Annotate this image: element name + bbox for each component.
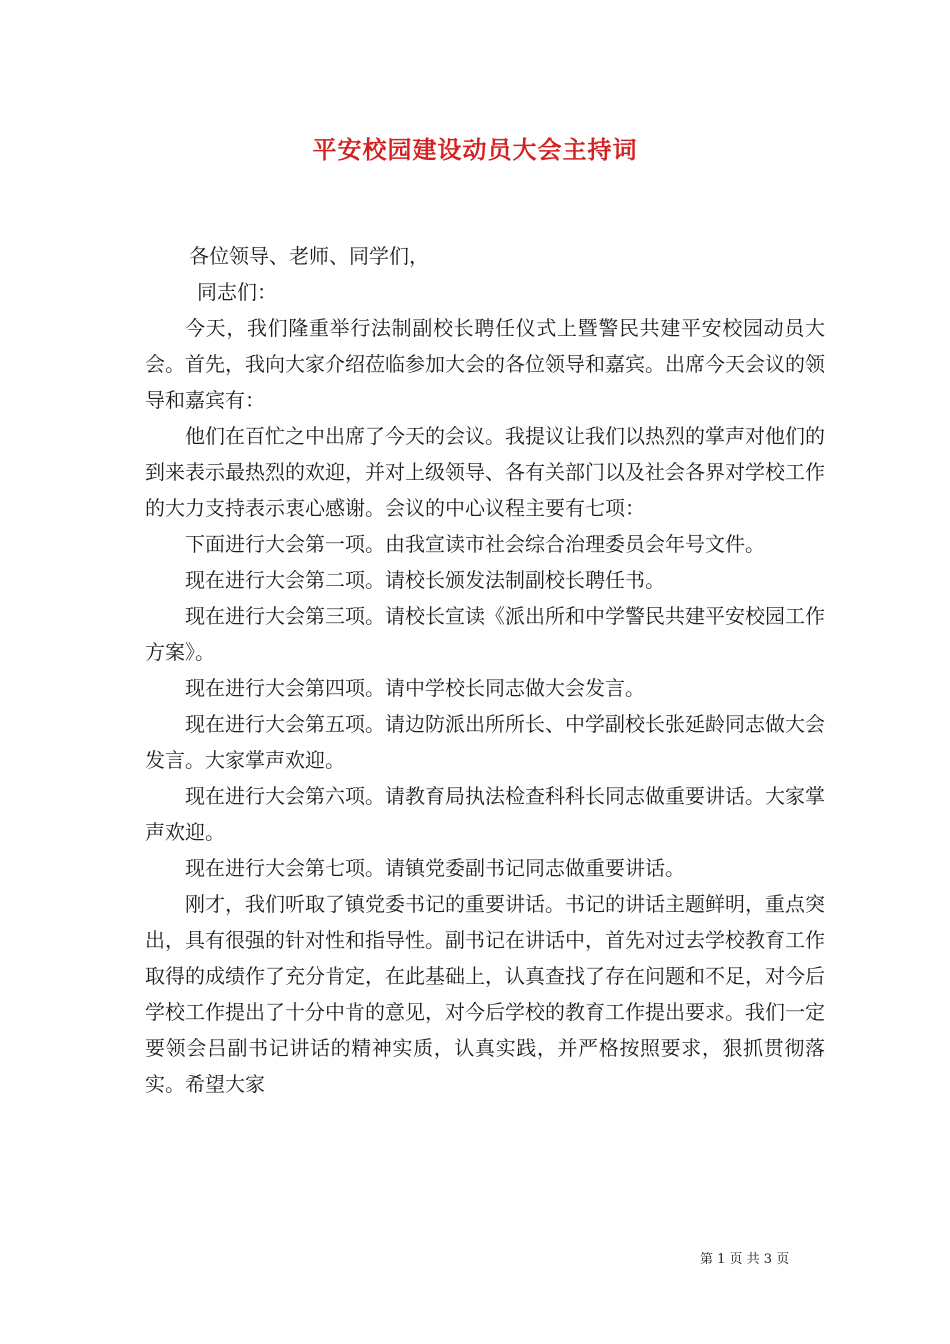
- document-body: [145, 238, 825, 1102]
- document-title: 平安校园建设动员大会主持词: [312, 135, 638, 164]
- paragraph-greeting: 各位领导、老师、同学们，: [189, 244, 429, 268]
- paragraph: 现在进行大会第六项。请教育局执法检查科科长同志做重要讲话。大家掌声欢迎。: [145, 784, 825, 844]
- paragraph: 刚才，我们听取了镇党委书记的重要讲话。书记的讲话主题鲜明，重点突出，具有很强的针对性和指导性。副书记在讲话中，首先对过去学校教育工作取得的成绩作了充分肯定，在此基础上，认真查找了存在问题和不足，对今后学校工作提出了十分中肯的意见，对今后学校的教育工作提出要求。我们一定要领会吕副书记讲话的精神实质，认真实践，并严格按照要求，狠抓贯彻落实。希望大家: [145, 892, 825, 1096]
- paragraph-comrades: 同志们：: [197, 280, 277, 304]
- paragraph: 他们在百忙之中出席了今天的会议。我提议让我们以热烈的掌声对他们的到来表示最热烈的欢迎，并对上级领导、各有关部门以及社会各界对学校工作的大力支持表示衷心感谢。会议的中心议程主要有七项：: [145, 424, 825, 520]
- paragraph: 现在进行大会第四项。请中学校长同志做大会发言。: [185, 676, 645, 700]
- paragraph: 现在进行大会第二项。请校长颁发法制副校长聘任书。: [185, 568, 665, 592]
- paragraph: 现在进行大会第三项。请校长宣读《派出所和中学警民共建平安校园工作方案》。: [145, 604, 825, 664]
- paragraph: 今天，我们隆重举行法制副校长聘任仪式上暨警民共建平安校园动员大会。首先，我向大家介绍莅临参加大会的各位领导和嘉宾。出席今天会议的领导和嘉宾有：: [145, 316, 825, 412]
- paragraph: 下面进行大会第一项。由我宣读市社会综合治理委员会年号文件。: [185, 532, 765, 556]
- paragraph: 现在进行大会第五项。请边防派出所所长、中学副校长张延龄同志做大会发言。大家掌声欢迎。: [145, 712, 825, 772]
- paragraph: 现在进行大会第七项。请镇党委副书记同志做重要讲话。: [185, 856, 685, 880]
- page-number-footer: 第 1 页 共 3 页: [700, 1252, 790, 1267]
